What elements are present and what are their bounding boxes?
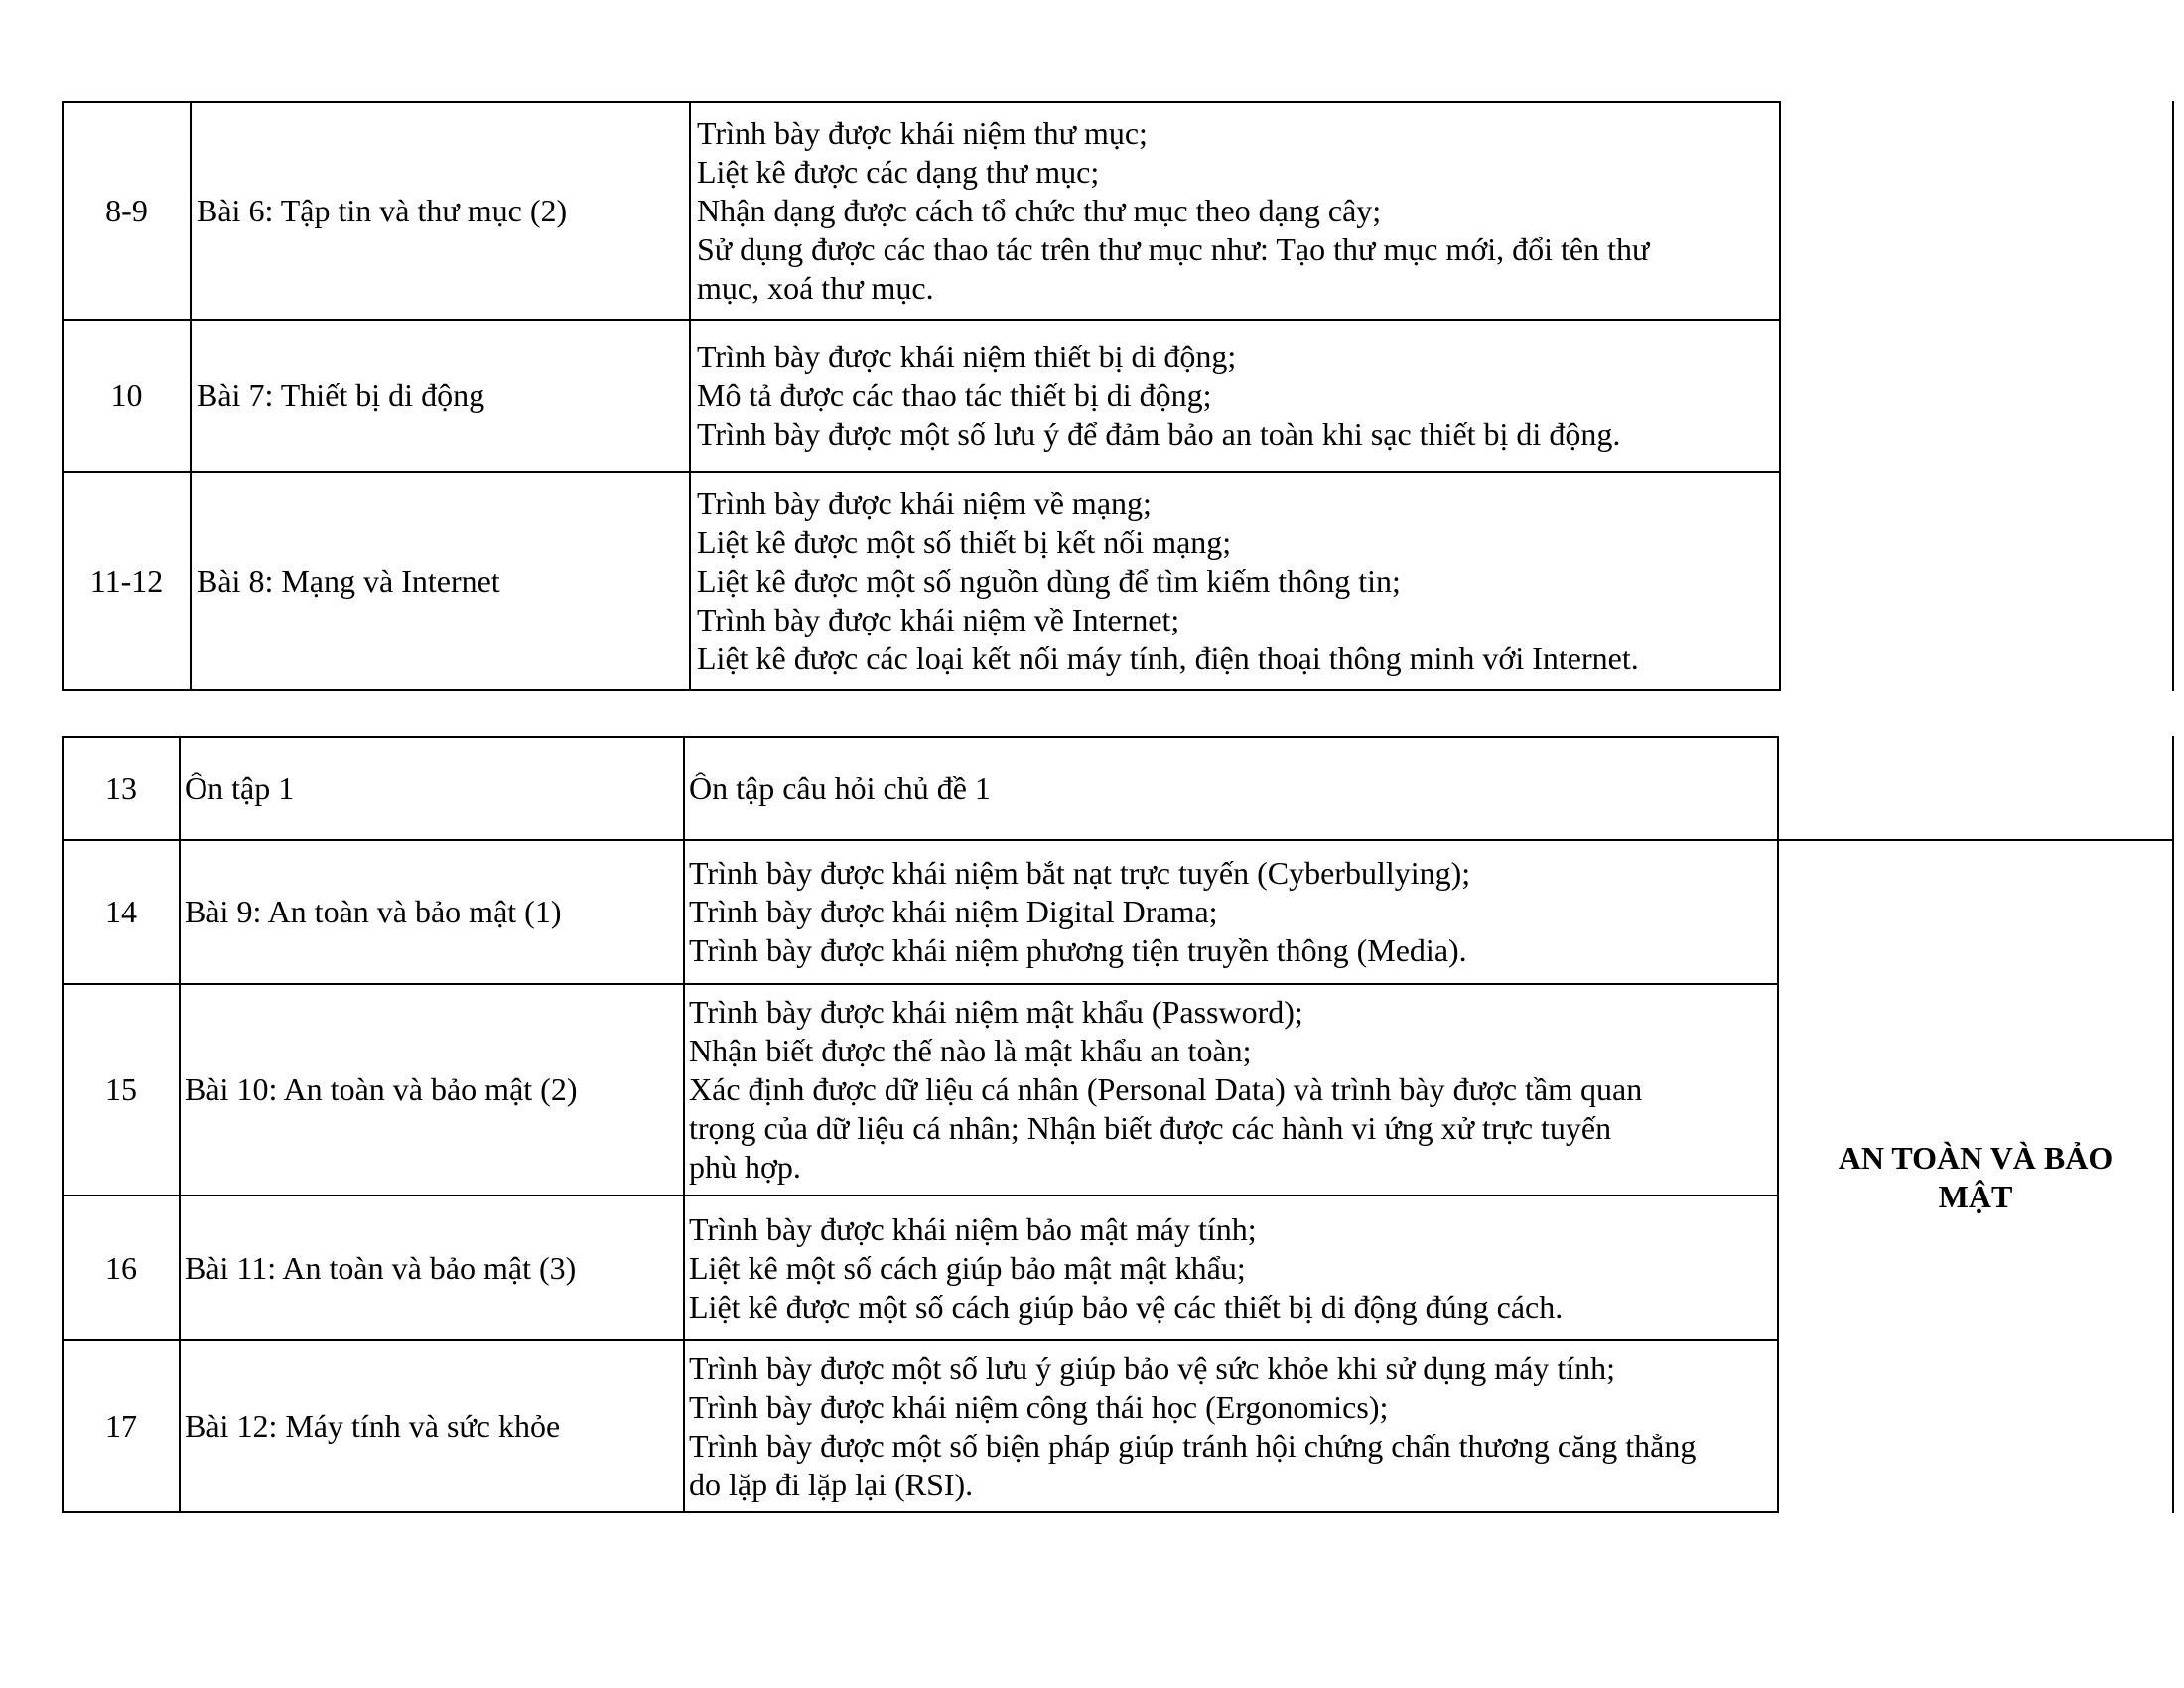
objective-line: Trình bày được một số lưu ý giúp bảo vệ sức khỏe khi sử dụng máy tính; [689,1349,1616,1386]
week-text: 10 [110,377,143,413]
lesson-cell [185,985,681,1195]
lesson-text: Bài 6: Tập tin và thư mục (2) [197,193,568,228]
week-text: 14 [105,894,137,929]
objective-line: trọng của dữ liệu cá nhân; Nhận biết được các hành vi ứng xử trực tuyến [689,1110,1612,1146]
objective-line: Liệt kê được một số nguồn dùng để tìm kiếm thông tin; [697,562,1401,599]
topic-cell [1779,841,2172,1513]
objective-line: Trình bày được khái niệm phương tiện truyền thông (Media). [689,932,1467,968]
lesson-cell [185,1341,681,1511]
objective-line: Ôn tập câu hỏi chủ đề 1 [689,770,991,806]
week-cell [64,473,190,689]
objective-line: do lặp đi lặp lại (RSI). [689,1466,974,1502]
week-text: 8-9 [105,193,148,228]
objective-line: Trình bày được khái niệm bảo mật máy tính; [689,1210,1257,1247]
objective-line: Trình bày được khái niệm công thái học (Ergonomics); [689,1388,1389,1425]
objective-line: Xác định được dữ liệu cá nhân (Personal Data) và trình bày được tầm quan [689,1071,1643,1107]
objective-line: Nhận biết được thế nào là mật khẩu an toàn; [689,1033,1252,1068]
objective-line: Trình bày được khái niệm Digital Drama; [689,894,1218,929]
lesson-text: Bài 10: An toàn và bảo mật (2) [185,1071,578,1107]
week-text: 15 [105,1071,137,1107]
objective-line: Liệt kê được các loại kết nối máy tính, điện thoại thông minh với Internet. [697,639,1639,676]
objectives-cell [689,738,1775,839]
objective-line: Liệt kê một số cách giúp bảo mật mật khẩu; [689,1249,1246,1286]
lesson-cell [185,1196,681,1339]
objective-line: Trình bày được khái niệm về mạng; [697,485,1152,521]
lesson-text: Bài 11: An toàn và bảo mật (3) [185,1249,577,1286]
objective-line: Trình bày được một số biện pháp giúp tránh hội chứng chấn thương căng thẳng [689,1427,1697,1464]
week-text: 11-12 [89,562,164,599]
objectives-cell [697,103,1777,319]
objective-line: Liệt kê được các dạng thư mục; [697,154,1100,190]
objective-line: Trình bày được khái niệm về Internet; [697,601,1180,637]
objective-line: Trình bày được một số lưu ý để đảm bảo an toàn khi sạc thiết bị di động. [697,416,1621,452]
week-cell [64,321,190,471]
lesson-cell [197,473,687,689]
lesson-text: Bài 7: Thiết bị di động [197,377,485,413]
lesson-cell [185,738,681,839]
objective-line: Mô tả được các thao tác thiết bị di động; [697,377,1212,413]
objectives-cell [689,841,1775,983]
objective-line: Trình bày được khái niệm thiết bị di động; [697,339,1237,374]
lesson-text: Ôn tập 1 [185,770,295,806]
lesson-cell [197,103,687,319]
week-cell [64,841,179,983]
objective-line: Nhận dạng được cách tổ chức thư mục theo dạng cây; [697,193,1382,228]
objectives-cell [697,473,1777,689]
objectives-cell [697,321,1777,471]
objective-line: phù hợp. [689,1149,801,1185]
week-text: 16 [105,1249,137,1286]
objective-line: Trình bày được khái niệm thư mục; [697,115,1148,151]
objective-line: Liệt kê được một số thiết bị kết nối mạng; [697,523,1232,560]
week-cell [64,738,179,839]
lesson-text: Bài 9: An toàn và bảo mật (1) [185,894,562,929]
objective-line: Liệt kê được một số cách giúp bảo vệ các thiết bị di động đúng cách. [689,1288,1564,1325]
week-cell [64,985,179,1195]
week-cell [64,1341,179,1511]
week-text: 17 [105,1408,137,1444]
objective-line: mục, xoá thư mục. [697,270,934,306]
objectives-cell [689,1196,1775,1339]
week-cell [64,103,190,319]
objective-line: Trình bày được khái niệm mật khẩu (Password); [689,994,1303,1030]
lesson-text: Bài 12: Máy tính và sức khỏe [185,1408,561,1444]
topic-line: MẬT [1938,1178,2013,1214]
objective-line: Trình bày được khái niệm bắt nạt trực tuyến (Cyberbullying); [689,855,1471,891]
lesson-cell [185,841,681,983]
lesson-text: Bài 8: Mạng và Internet [197,562,500,599]
week-cell [64,1196,179,1339]
topic-line: AN TOÀN VÀ BẢO [1838,1139,2114,1176]
objectives-cell [689,1341,1775,1511]
page-edge-line [2172,101,2174,691]
objective-line: Sử dụng được các thao tác trên thư mục như: Tạo thư mục mới, đổi tên thư [697,231,1650,267]
objectives-cell [689,985,1775,1195]
week-text: 13 [105,770,137,806]
lesson-cell [197,321,687,471]
